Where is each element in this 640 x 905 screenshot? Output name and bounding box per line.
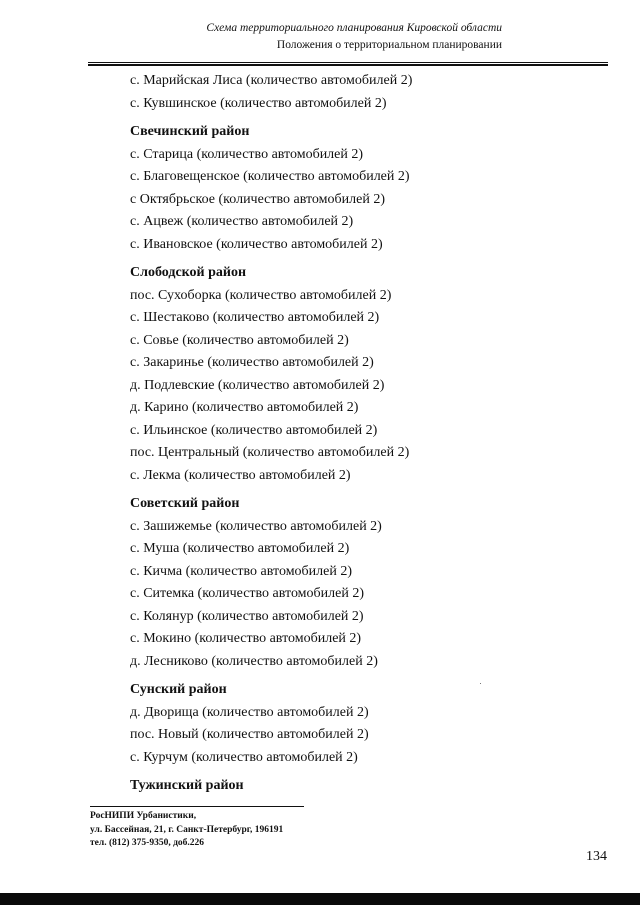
list-item: с. Колянур (количество автомобилей 2) <box>130 608 364 624</box>
list-item: с. Старица (количество автомобилей 2) <box>130 146 364 162</box>
footnote-org: РосНИПИ Урбанистики, <box>90 811 197 821</box>
list-item: д. Карино (количество автомобилей 2) <box>130 400 359 415</box>
list-item: с. Ивановское (количество автомобилей 2) <box>130 236 383 252</box>
list-item: д. Дворища (количество автомобилей 2) <box>130 704 369 720</box>
list-item: пос. Новый (количество автомобилей 2) <box>130 727 369 742</box>
list-item: с. Муша (количество автомобилей 2) <box>130 541 350 556</box>
footnote-address: ул. Бассейная, 21, г. Санкт-Петербург, 196191 <box>90 824 284 835</box>
footnote <box>90 810 390 851</box>
scan-speck <box>480 683 481 684</box>
list-item: с. Шестаково (количество автомобилей 2) <box>130 310 380 325</box>
list-item: с. Кичма (количество автомобилей 2) <box>130 563 353 579</box>
list-item: д. Подлевские (количество автомобилей 2) <box>130 377 385 393</box>
list-item: с. Зашижемье (количество автомобилей 2) <box>130 518 382 534</box>
footnote-phone: тел. (812) 375-9350, доб.226 <box>90 838 205 848</box>
list-item: с. Закаринье (количество автомобилей 2) <box>130 355 374 370</box>
list-item: с Октябрьское (количество автомобилей 2) <box>130 191 385 207</box>
list-item: пос. Центральный (количество автомобилей 2) <box>130 445 410 460</box>
district-heading: Сунский район <box>130 682 227 697</box>
list-item: с. Ильинское (количество автомобилей 2) <box>130 422 378 438</box>
list-item: с. Ситемка (количество автомобилей 2) <box>130 586 365 601</box>
district-heading: Слободской район <box>130 265 247 280</box>
list-item: с. Марийская Лиса (количество автомобилей 2) <box>130 73 413 88</box>
header-rule-thick <box>88 64 608 66</box>
list-item: д. Лесниково (количество автомобилей 2) <box>130 653 378 669</box>
list-item: с. Лекма (количество автомобилей 2) <box>130 467 351 483</box>
page-number: 134 <box>586 849 607 864</box>
list-item: с. Курчум (количество автомобилей 2) <box>130 749 358 765</box>
list-item: пос. Сухоборка (количество автомобилей 2) <box>130 287 392 303</box>
header-title: Схема территориального планирования Кировской области <box>206 22 502 34</box>
list-item: с. Мокино (количество автомобилей 2) <box>130 631 362 646</box>
list-item: с. Ацвеж (количество автомобилей 2) <box>130 214 354 229</box>
scan-bottom-bar <box>0 893 640 905</box>
header-subtitle: Положения о территориальном планировании <box>276 39 502 51</box>
district-heading: Тужинский район <box>130 778 244 793</box>
list-item: с. Кувшинское (количество автомобилей 2) <box>130 95 387 111</box>
list-item: с. Совье (количество автомобилей 2) <box>130 332 349 348</box>
district-heading: Советский район <box>130 496 240 511</box>
district-heading: Свечинский район <box>130 124 250 139</box>
list-item: с. Благовещенское (количество автомобилей 2) <box>130 169 410 184</box>
footnote-rule <box>90 806 304 807</box>
header-rule <box>88 62 608 63</box>
document-body <box>130 70 590 798</box>
